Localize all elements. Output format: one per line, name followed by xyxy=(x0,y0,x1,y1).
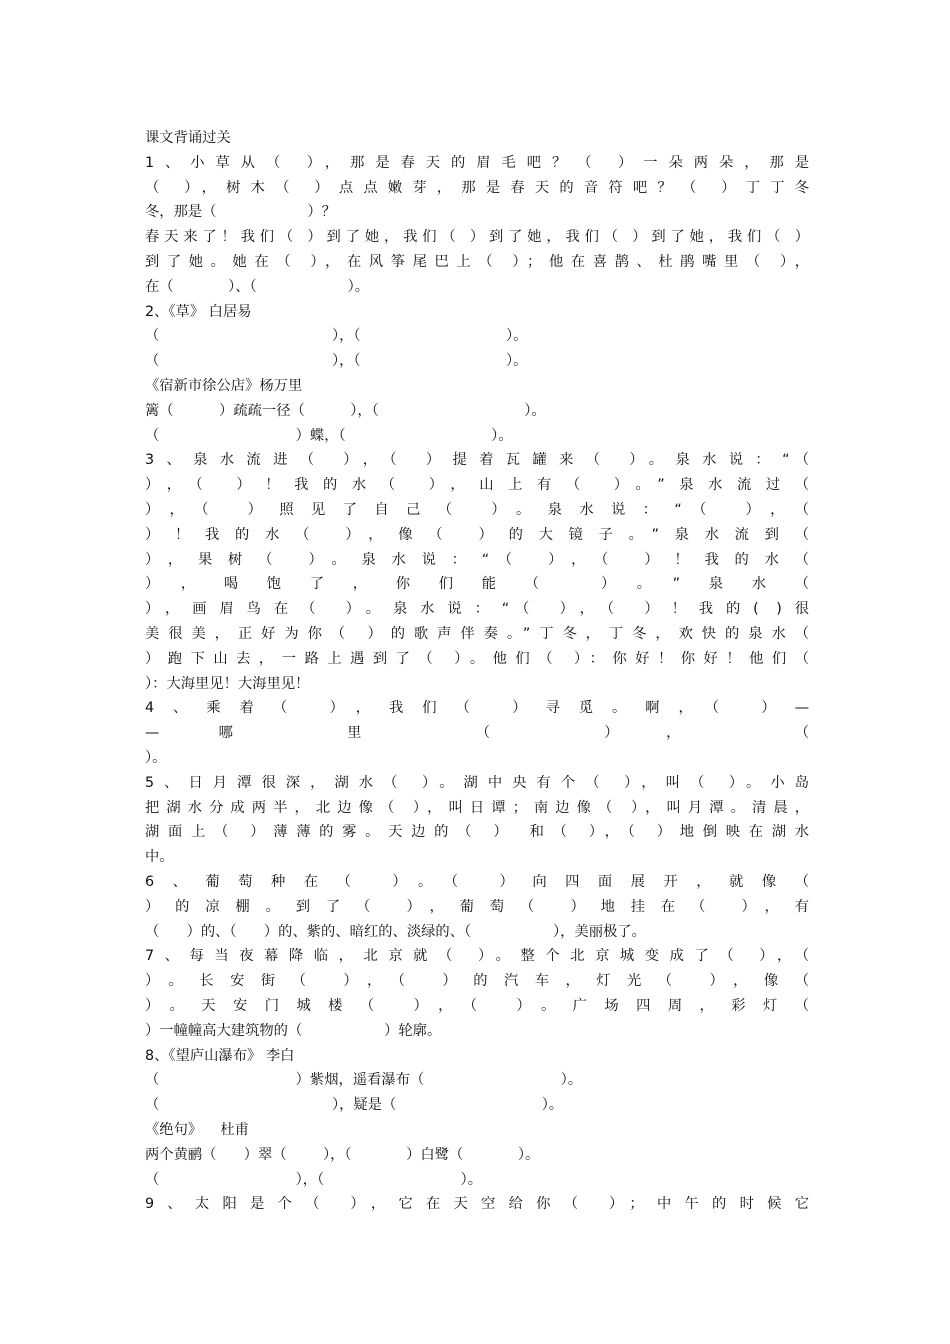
text-line: 8、《望庐山瀑布》 李白 xyxy=(145,1047,295,1064)
text-line: 3、泉水流进（ ），（ ）提着瓦罐来（ ）。泉水说：“（ xyxy=(145,452,809,469)
text-line: 7、每当夜幕降临，北京就（ ）。整个北京城变成了（ ），（ xyxy=(145,948,809,965)
text-line: （ ），（ ）。 xyxy=(145,1171,483,1188)
text-line: 到了她。她在（ ），在风筝尾巴上（ ）；他在喜鹊、杜鹃嘴里（ ）， xyxy=(145,254,809,270)
text-line: ），（ ）照见了自己（ ）。泉水说：“（ ），（ xyxy=(145,502,809,518)
text-line: 在（ ）、（ ）。 xyxy=(145,278,370,295)
text-line: （ ），树木（ ）点点嫩芽，那是春天的音符吧？（ ）丁丁冬 xyxy=(145,179,809,196)
text-line: （ ），（ ）。 xyxy=(145,328,528,345)
text-line: 美很美，正好为你（ ）的歌声伴奏。”丁冬，丁冬，欢快的泉水（ xyxy=(145,626,809,642)
text-line: （ ）紫烟，遥看瀑布（ ）。 xyxy=(145,1072,583,1089)
text-line: — 哪 里 （ ）， （ xyxy=(145,725,809,742)
text-line: ）一幢幢高大建筑物的（ ）轮廓。 xyxy=(145,1022,442,1039)
text-line: 5、日月潭很深，湖水（ ）。湖中央有个（ ），叫（ ）。小岛 xyxy=(145,774,809,791)
text-line: （ ），疑是（ ）。 xyxy=(145,1097,564,1114)
text-line: ）。天安门城楼（ ），（ ）。广场四周，彩灯（ xyxy=(145,998,809,1014)
text-line: 4、乘着（ ），我们（ ）寻觅。啊，（ ）— xyxy=(145,700,809,717)
text-line: ）！我的水（ ），像（ ）的大镜子。”泉水流到（ xyxy=(145,526,809,543)
text-line: （ ），（ ）。 xyxy=(145,353,528,370)
text-line: 篱（ ）疏疏一径（ ），（ ）。 xyxy=(145,402,546,419)
text-line: 两个黄鹂（ ）翠（ ），（ ）白鹭（ ）。 xyxy=(145,1146,540,1163)
text-line: ），（ ）！我的水（ ），山上有（ ）。”泉水流过（ xyxy=(145,477,809,494)
text-line: ）。长安街（ ），（ ）的汽车，灯光（ ），像（ xyxy=(145,973,809,990)
text-line: ）：大海里见！大海里见！ xyxy=(145,675,310,692)
text-line: 《绝句》 杜甫 xyxy=(145,1122,249,1138)
text-line: 《宿新市徐公店》杨万里 xyxy=(145,378,303,394)
text-line: 6、葡萄种在（ ）。（ ）向四面展开，就像（ xyxy=(145,874,809,890)
text-line: 1、小草从（ ），那是春天的眉毛吧？（ ）一朵两朵，那是 xyxy=(145,154,809,171)
text-line: ），画眉鸟在（ ）。泉水说：“（ ），（ ）！我的( )很 xyxy=(145,601,809,618)
text-line: 9、太阳是个（ ），它在天空给你（ ）；中午的时候它 xyxy=(145,1196,809,1213)
text-line: ），果树（ ）。泉水说：“（ ），（ ）！我的水（ xyxy=(145,551,809,568)
text-line: 湖面上（ ）薄薄的雾。天边的（ ） 和（ ），（ ）地倒映在湖水 xyxy=(145,824,809,841)
text-line: 冬，那是（ ）？ xyxy=(145,204,336,221)
worksheet-title: 课文背诵过关 xyxy=(145,130,231,146)
text-line: ）。 xyxy=(145,750,167,766)
text-line: ）跑下山去，一路上遇到了（ ）。他们（ ）：你好！你好！他们（ xyxy=(145,650,809,667)
text-line: 把湖水分成两半，北边像（ ），叫日谭；南边像（ ），叫月潭。清晨， xyxy=(145,799,809,816)
text-line: 春天来了！我们（ ）到了她，我们（ ）到了她，我们（ ）到了她，我们（ ） xyxy=(145,229,809,246)
text-line: （ ）蝶，（ ）。 xyxy=(145,427,513,444)
text-line: （ ）的、（ ）的、紫的、暗红的、淡绿的、（ ），美丽极了。 xyxy=(145,923,646,940)
text-line: ）的凉棚。到了（ ），葡萄（ ）地挂在（ ），有 xyxy=(145,898,809,915)
text-line: 中。 xyxy=(145,849,174,866)
text-line: 2、《草》 白居易 xyxy=(145,303,252,320)
text-line: ），喝饱了，你们能（ ）。”泉水（ xyxy=(145,576,809,593)
